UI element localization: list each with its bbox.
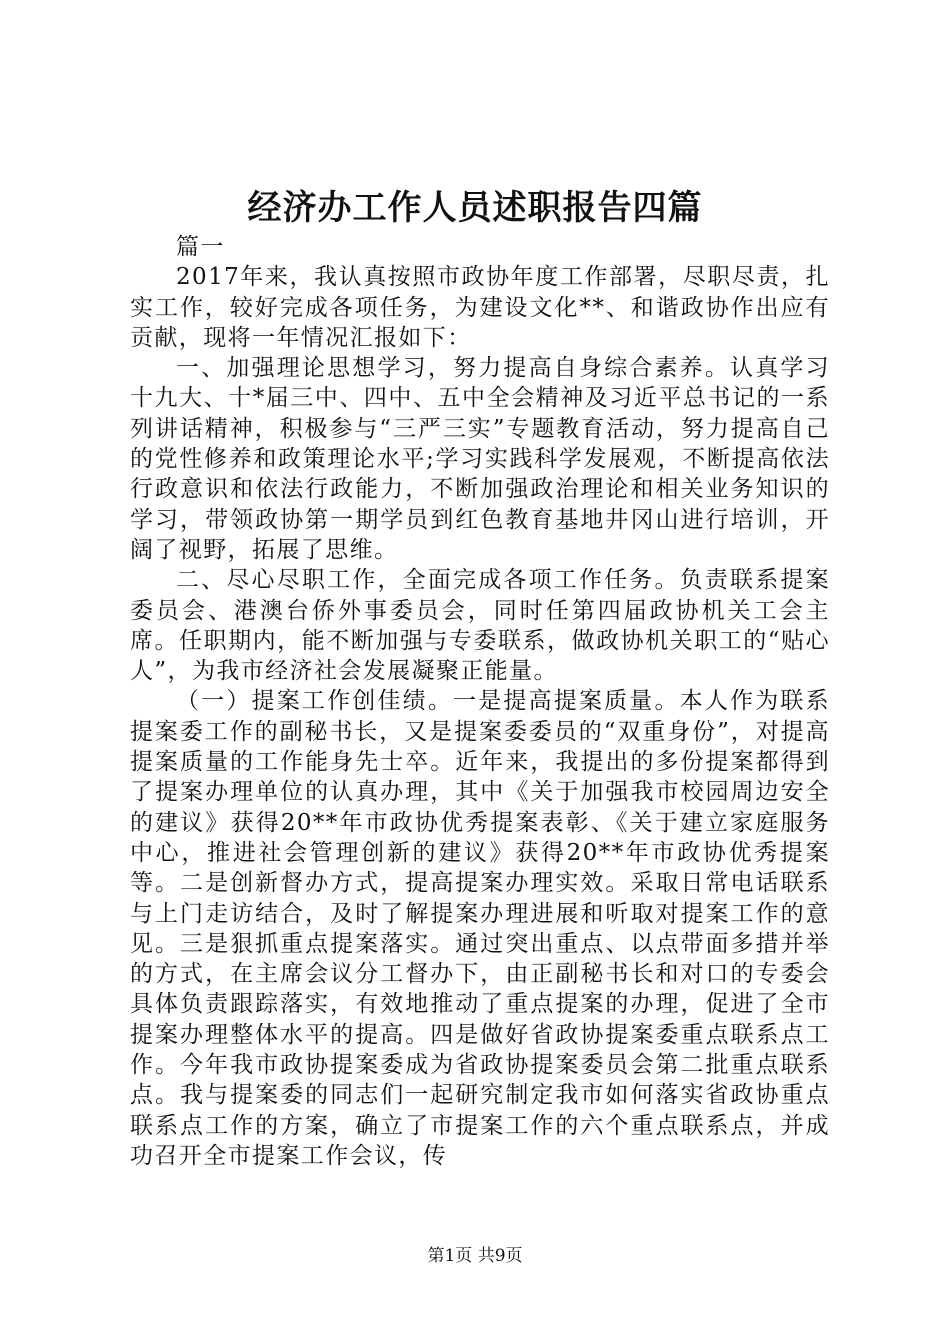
document-body	[130, 232, 830, 1171]
document-title: 经济办工作人员述职报告四篇	[247, 188, 703, 228]
paragraph-section-label: 篇一	[176, 234, 225, 260]
paragraph-duties: 二、尽心尽职工作，全面完成各项工作任务。负责联系提案委员会、港澳台侨外事委员会，同时任第四届政协机关工会主席。任职期内，能不断加强与专委联系，做政协机关职工的“贴心人”，为我市经济社会发展凝聚正能量。	[130, 567, 830, 685]
paragraph-intro: 2017年来，我认真按照市政协年度工作部署，尽职尽责，扎实工作，较好完成各项任务，为建设文化**、和谐政协作出应有贡献，现将一年情况汇报如下：	[130, 264, 830, 351]
page-number-footer: 第1页 共9页	[427, 1246, 523, 1266]
paragraph-proposal-work: （一）提案工作创佳绩。一是提高提案质量。本人作为联系提案委工作的副秘书长，又是提案委委员的“双重身份”，对提高提案质量的工作能身先士卒。近年来，我提出的多份提案都得到了提案办理单位的认真办理，其中《关于加强我市校园周边安全的建议》获得20**年市政协优秀提案表彰、《关于建立家庭服务中心，推进社会管理创新的建议》获得20**年市政协优秀提案等。二是创新督办方式，提高提案办理实效。采取日常电话联系与上门走访结合，及时了解提案办理进展和听取对提案工作的意见。三是狠抓重点提案落实。通过突出重点、以点带面多措并举的方式，在主席会议分工督办下，由正副秘书长和对口的专委会具体负责跟踪落实，有效地推动了重点提案的办理，促进了全市提案办理整体水平的提高。四是做好省政协提案委重点联系点工作。今年我市政协提案委成为省政协提案委员会第二批重点联系点。我与提案委的同志们一起研究制定我市如何落实省政协重点联系点工作的方案，确立了市提案工作的六个重点联系点，并成功召开全市提案工作会议，传	[130, 688, 830, 1169]
paragraph-theory-study: 一、加强理论思想学习，努力提高自身综合素养。认真学习十九大、十*届三中、四中、五中全会精神及习近平总书记的一系列讲话精神，积极参与“三严三实”专题教育活动，努力提高自己的党性修养和政策理论水平;学习实践科学发展观，不断提高依法行政意识和依法行政能力，不断加强政治理论和相关业务知识的学习，带领政协第一期学员到红色教育基地井冈山进行培训，开阔了视野，拓展了思维。	[130, 355, 830, 563]
